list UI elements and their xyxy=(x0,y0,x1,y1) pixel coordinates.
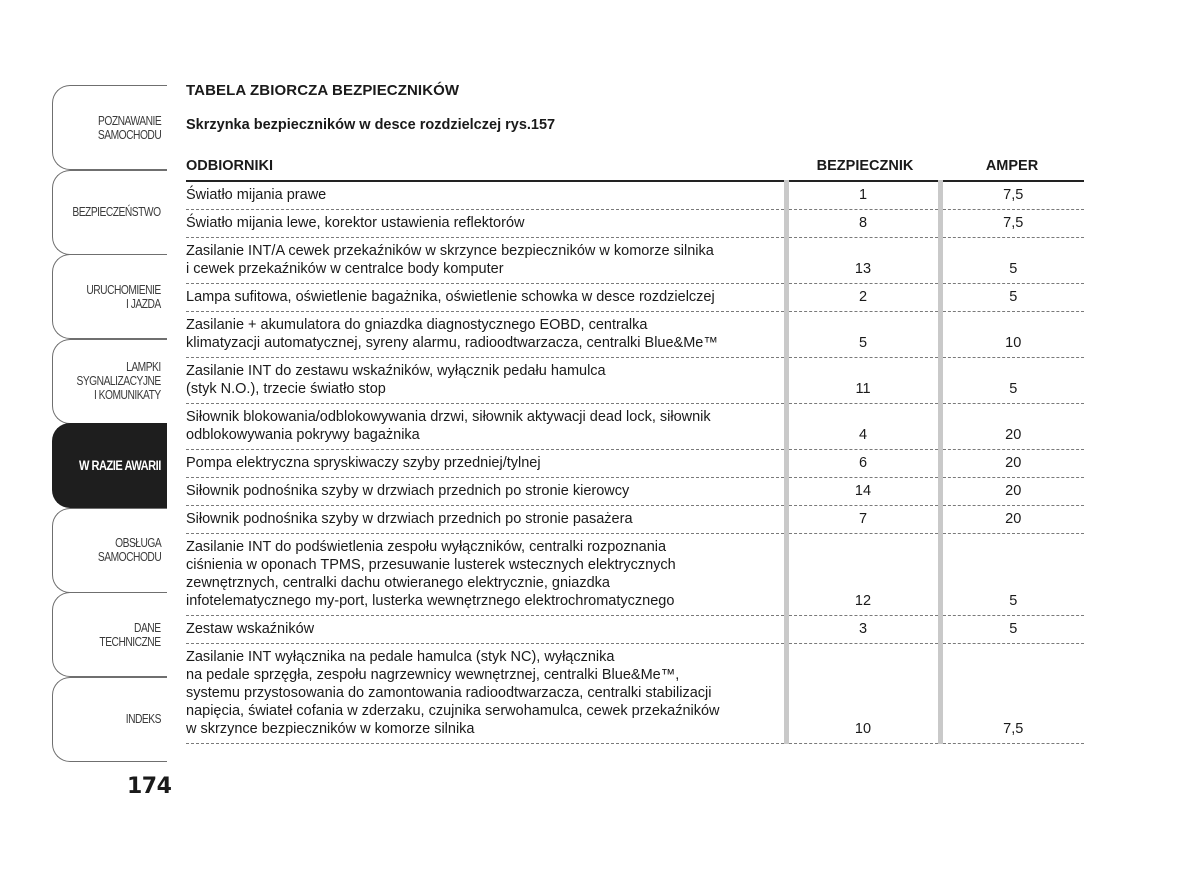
row-description: Światło mijania prawe xyxy=(186,181,786,210)
row-amperage: 5 xyxy=(940,238,1084,284)
table-row xyxy=(186,312,1084,358)
page-title: TABELA ZBIORCZA BEZPIECZNIKÓW xyxy=(186,82,460,99)
table-row xyxy=(186,358,1084,404)
row-amperage: 20 xyxy=(940,478,1084,506)
row-fuse-number: 7 xyxy=(786,506,940,534)
page-number: 174 xyxy=(127,774,172,799)
fuse-table xyxy=(186,152,1084,744)
row-description: Światło mijania lewe, korektor ustawienia reflektorów xyxy=(186,210,786,238)
table-row xyxy=(186,238,1084,284)
section-subtitle: Skrzynka bezpieczników w desce rozdzielczej rys.157 xyxy=(186,117,556,133)
row-amperage: 20 xyxy=(940,404,1084,450)
row-fuse-number: 6 xyxy=(786,450,940,478)
row-fuse-number: 4 xyxy=(786,404,940,450)
header-receivers: ODBIORNIKI xyxy=(186,152,786,181)
tab-label: DANE TECHNICZNE xyxy=(99,620,161,649)
tab-bezpieczenstwo[interactable] xyxy=(52,170,167,255)
table-row xyxy=(186,534,1084,616)
row-amperage: 5 xyxy=(940,534,1084,616)
header-amp: AMPER xyxy=(940,152,1084,181)
row-description: Siłownik blokowania/odblokowywania drzwi, siłownik aktywacji dead lock, siłownik odblokowywania pokrywy bagażnika xyxy=(186,404,786,450)
tab-label: POZNAWANIE SAMOCHODU xyxy=(97,113,161,142)
row-description: Zasilanie INT wyłącznika na pedale hamulca (styk NC), wyłącznika na pedale sprzęgła, zespołu nagrzewnicy wewnętrznej, centralki Blue&Me™, systemu przystosowania do zamontowania radioodtwarzacza, centralki stabilizacji napięcia, świateł cofania w zderzaku, czujnika serwohamulca, cewek przekaźników w skrzynce bezpieczników w komorze silnika xyxy=(186,644,786,744)
row-description: Siłownik podnośnika szyby w drzwiach przednich po stronie kierowcy xyxy=(186,478,786,506)
tab-label: OBSŁUGA SAMOCHODU xyxy=(97,536,161,564)
tab-label: W RAZIE AWARII xyxy=(79,457,161,473)
row-fuse-number: 10 xyxy=(786,644,940,744)
table-header-row xyxy=(186,152,1084,181)
row-fuse-number: 3 xyxy=(786,616,940,644)
tab-w-razie-awarii[interactable] xyxy=(52,423,167,508)
tab-label: INDEKS xyxy=(125,712,161,726)
row-description: Zasilanie INT do podświetlenia zespołu wyłączników, centralki rozpoznania ciśnienia w oponach TPMS, przesuwanie lusterek wstecznych elektrycznych zewnętrznych, centralki dachu otwieranego elektrycznie, gniazdka infotelematycznego my-port, lusterka wewnętrznego elektrochromatycznego xyxy=(186,534,786,616)
table-row xyxy=(186,450,1084,478)
table-row xyxy=(186,284,1084,312)
tab-label: BEZPIECZEŃSTWO xyxy=(72,205,161,219)
tab-indeks[interactable] xyxy=(52,677,167,762)
table-row xyxy=(186,181,1084,210)
row-fuse-number: 13 xyxy=(786,238,940,284)
table-row xyxy=(186,616,1084,644)
row-description: Zasilanie INT/A cewek przekaźników w skrzynce bezpieczników w komorze silnika i cewek przekaźników w centralce body komputer xyxy=(186,238,786,284)
tab-uruchomienie-i-jazda[interactable] xyxy=(52,254,167,339)
row-fuse-number: 14 xyxy=(786,478,940,506)
row-description: Zasilanie + akumulatora do gniazdka diagnostycznego EOBD, centralka klimatyzacji automatycznej, syreny alarmu, radioodtwarzacza, centralki Blue&Me™ xyxy=(186,312,786,358)
row-amperage: 7,5 xyxy=(940,644,1084,744)
chapter-tabs xyxy=(52,85,167,762)
header-fuse: BEZPIECZNIK xyxy=(786,152,940,181)
row-description: Pompa elektryczna spryskiwaczy szyby przedniej/tylnej xyxy=(186,450,786,478)
table-body xyxy=(186,181,1084,744)
row-amperage: 10 xyxy=(940,312,1084,358)
row-amperage: 7,5 xyxy=(940,210,1084,238)
table-row xyxy=(186,644,1084,744)
tab-label: LAMPKI SYGNALIZACYJNE I KOMUNIKATY xyxy=(76,360,161,402)
tab-obsluga-samochodu[interactable] xyxy=(52,508,167,593)
row-amperage: 20 xyxy=(940,506,1084,534)
row-amperage: 5 xyxy=(940,616,1084,644)
row-fuse-number: 8 xyxy=(786,210,940,238)
tab-dane-techniczne[interactable] xyxy=(52,592,167,677)
row-fuse-number: 5 xyxy=(786,312,940,358)
row-description: Siłownik podnośnika szyby w drzwiach przednich po stronie pasażera xyxy=(186,506,786,534)
tab-lampki-sygnalizacyjne[interactable] xyxy=(52,339,167,424)
table-row xyxy=(186,506,1084,534)
row-description: Zasilanie INT do zestawu wskaźników, wyłącznik pedału hamulca (styk N.O.), trzecie światło stop xyxy=(186,358,786,404)
row-amperage: 20 xyxy=(940,450,1084,478)
row-description: Zestaw wskaźników xyxy=(186,616,786,644)
row-fuse-number: 2 xyxy=(786,284,940,312)
row-fuse-number: 1 xyxy=(786,181,940,210)
row-amperage: 5 xyxy=(940,358,1084,404)
row-fuse-number: 12 xyxy=(786,534,940,616)
tab-label: URUCHOMIENIE I JAZDA xyxy=(86,282,161,311)
tab-poznawanie-samochodu[interactable] xyxy=(52,85,167,170)
table-row xyxy=(186,478,1084,506)
row-amperage: 5 xyxy=(940,284,1084,312)
row-description: Lampa sufitowa, oświetlenie bagażnika, oświetlenie schowka w desce rozdzielczej xyxy=(186,284,786,312)
table-row xyxy=(186,404,1084,450)
table-row xyxy=(186,210,1084,238)
row-fuse-number: 11 xyxy=(786,358,940,404)
row-amperage: 7,5 xyxy=(940,181,1084,210)
main-content xyxy=(186,80,1084,744)
